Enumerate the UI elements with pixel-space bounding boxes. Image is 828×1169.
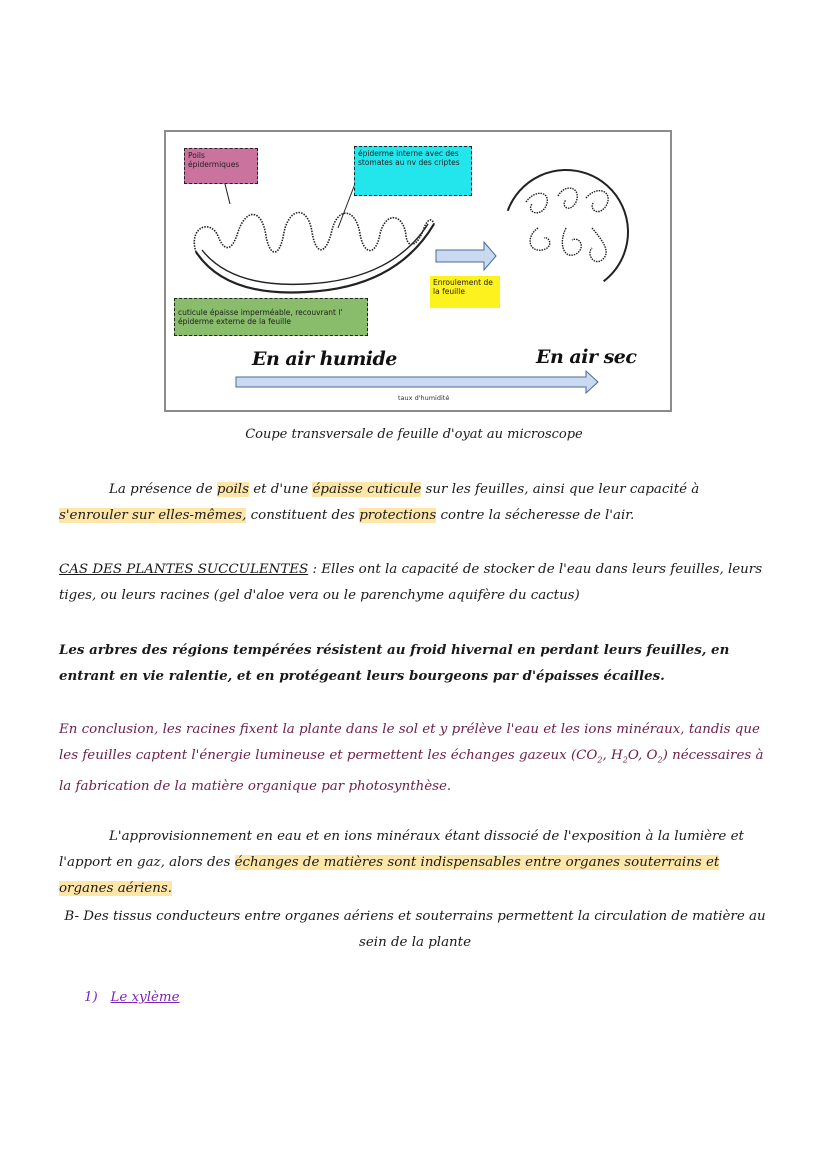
label-air-sec: En air sec [536, 346, 637, 368]
highlight-poils: poils [216, 482, 249, 497]
label-air-humide: En air humide [252, 348, 397, 370]
list-number: 1) [84, 990, 98, 1005]
leaf-cross-section-figure [164, 130, 672, 412]
paragraph-succulentes: CAS DES PLANTES SUCCULENTES : Elles ont la capacité de stocker de l'eau dans leurs feuilles, leurs tiges, ou leurs racines (gel d'aloe vera ou le parenchyme aquifère du cactus) [59, 562, 763, 603]
label-epiderme-interne: épiderme interne avec des stomates au nv des criptes [354, 146, 472, 196]
paragraph-arbres-temperes: Les arbres des régions tempérées résistent au froid hivernal en perdant leurs feuilles, en entrant en vie ralentie, et en protégeant leurs bourgeons par d'épaisses écailles. [59, 642, 730, 684]
highlight-protections: protections [359, 508, 437, 523]
highlight-cuticule: épaisse cuticule [312, 482, 422, 497]
label-cuticule: cuticule épaisse imperméable, recouvrant l' épiderme externe de la feuille [174, 298, 368, 336]
label-taux-humidite: taux d'humidité [398, 394, 450, 402]
label-enroulement: Enroulement de la feuille [430, 276, 500, 308]
section-b-title: B- Des tissus conducteurs entre organes aériens et souterrains permettent la circulation de matière au sein de la plante [64, 909, 766, 950]
paragraph-approvisionnement: L'approvisionnement en eau et en ions minéraux étant dissocié de l'exposition à la lumière et l'apport en gaz, alors des échanges de matières sont indispensables entre organes souterrains et organes aériens. [59, 829, 744, 896]
leaf-inner-hairy-surface [194, 213, 434, 253]
figure-caption: Coupe transversale de feuille d'oyat au microscope [245, 427, 583, 442]
humidity-arrow [236, 371, 598, 393]
highlight-echanges: échanges de matières sont indispensables entre organes souterrains et organes aériens. [59, 855, 720, 896]
leaf-outer-cuticle-curve [196, 224, 434, 293]
paragraph-protections: La présence de poils et d'une épaisse cuticule sur les feuilles, ainsi que leur capacité à s'enrouler sur elles-mêmes, constituent des protections contre la sécheresse de l'air. [59, 482, 700, 523]
curled-leaf-inner-loops [526, 188, 608, 262]
highlight-enrouler: s'enrouler sur elles-mêmes, [59, 508, 247, 523]
curling-arrow [436, 242, 496, 270]
curled-leaf-outer [487, 153, 646, 312]
heading-succulentes: CAS DES PLANTES SUCCULENTES [59, 562, 309, 577]
link-xyleme[interactable]: Le xylème [110, 990, 180, 1005]
paragraph-conclusion: En conclusion, les racines fixent la plante dans le sol et y prélève l'eau et les ions minéraux, tandis que les feuilles captent l'énergie lumineuse et permettent les échanges gazeux ($CO_2$, $H_2O$, $O_2$) nécessaires à la fabrication de la matière organique par photosynthèse. [59, 722, 764, 794]
list-item-xyleme [84, 985, 796, 1011]
label-poils-epidermiques: Poils épidermiques [184, 148, 258, 184]
